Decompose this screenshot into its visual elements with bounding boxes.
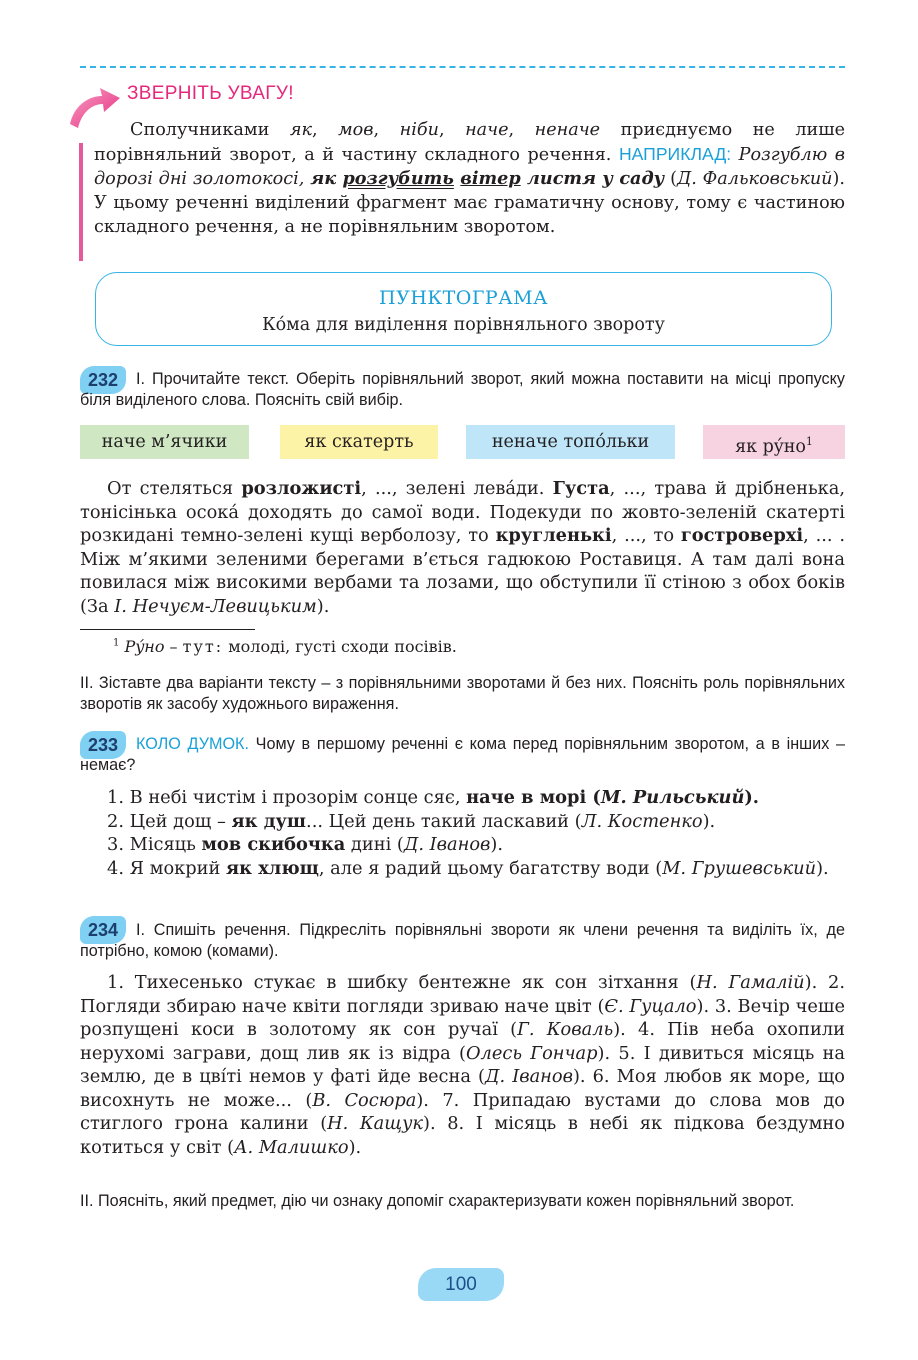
footnote-divider [80,629,255,630]
example-label: НАПРИКЛАД: [618,144,732,164]
attention-text: Сполучниками як, мов, ніби, наче, неначе приєднуємо не лише порівняльний зворот, а й частину складного речення. НАПРИКЛАД: Розгублю в дорозі дні золотокосі, як розгубить вітер листя у саду (Д. Фальковський). У цьому реченні виділений фрагмент має граматичну основу, тому є частиною складного речення, а не порівняльним зворотом. [94,120,846,237]
punctogram-text: Кóма для виділення порівняльного звороту [262,315,665,335]
footnote: $^1$ Рýно – тут: молоді, густі сходи посівів. [113,637,457,656]
page-number: 100 [418,1268,504,1301]
option-chip: як скатерть [280,425,438,459]
attention-bar [79,143,83,261]
exercise-number-badge: 233 [80,731,126,759]
ex234-task: І. Спишіть речення. Підкресліть порівняльні звороти як члени речення та виділіть їх, де потрібно, комою (комами). [80,921,845,960]
ex233-task: КОЛО ДУМОК. Чому в першому реченні є кома перед порівняльним зворотом, а в інших – немає? [80,735,845,774]
ex234-task2: ІІ. Поясніть, який предмет, дію чи ознаку допоміг схарактеризувати кожен порівняльний зворот. [80,1192,795,1210]
ex232-text: От стеляться розложисті, ..., зелені левáди. Густа, ..., трава й дрібненька, тонісінька осокá доходять до самої води. Подекуди по жовто-зеленій скатерті розкидані темно-зелені кущі верболозу, то кругленькі, ..., то гостроверхі, ... . Між м’якими зеленими берегами в’ється гадюкою Роставиця. А там далі вона повилася між високими вербами та лозами, що обступили її стіною з обох боків (За І. Нечуєм-Левицьким). [80,478,845,617]
top-divider [80,66,845,68]
ex232-task2: ІІ. Зіставте два варіанти тексту – з порівняльними зворотами й без них. Поясніть роль порівняльних зворотів як засобу художнього вираження. [80,674,845,713]
option-chip: наче м’ячики [80,425,249,459]
option-chip: як рýно$^1$ [703,425,845,459]
punctogram-box [95,272,832,346]
punctogram-title: ПУНКТОГРАМА [379,287,548,309]
sentence: 3. Місяць мов скибочка дині (Д. Іванов). [107,834,503,855]
option-chip: неначе топóльки [466,425,675,459]
ex233-sentences [80,786,845,880]
ex234-text: 1. Тихесенько стукає в шибку бентежне як сон зітхання (Н. Гамалій). 2. Погляди збираю наче квіти погляди зриваю наче цвіт (Є. Гуцало). 3. Вечір чеше розпущені коси в золотому як сон ручаї (Г. Коваль). 4. Пів неба охопили нерухомі заграви, дощ лив як із відра (Олесь Гончар). 5. І дивиться місяць на землю, де в цвíті немов у фаті йде весна (Д. Іванов). 6. Моя любов як море, що висохнуть не може... (В. Сосюра). 7. Припадаю вустами до слова мов до стиглого грона калини (Н. Кащук). 8. І місяць в небі як підкова бездумно котиться у світ (А. Малишко). [80,972,846,1158]
exercise-number-badge: 232 [80,366,126,394]
attention-title: ЗВЕРНІТЬ УВАГУ! [127,83,294,104]
exercise-number-badge: 234 [80,916,126,944]
sentence: 1. В небі чистім і прозорім сонце сяє, наче в морі (М. Рильський). [107,787,759,808]
sentence: 2. Цей дощ – як душ... Цей день такий ласкавий (Л. Костенко). [107,810,716,832]
ex232-task: І. Прочитайте текст. Оберіть порівняльний зворот, який можна поставити на місці пропуску біля виділеного слова. Поясніть свій вибір. [80,370,845,409]
sentence: 4. Я мокрий як хлющ, але я радий цьому багатству води (М. Грушевський). [107,857,829,879]
